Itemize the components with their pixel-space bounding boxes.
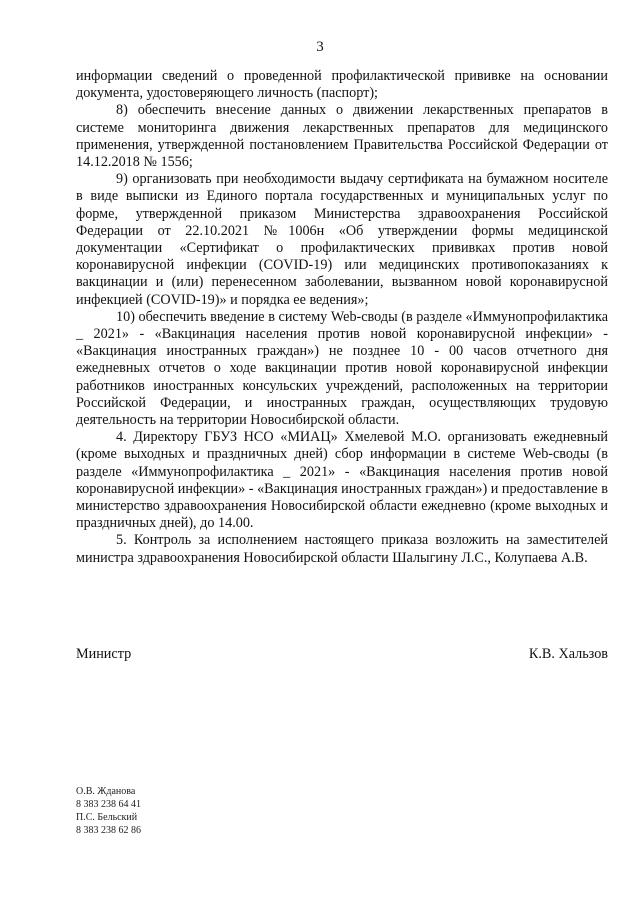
signatory-name: К.В. Хальзов: [528, 646, 608, 662]
paragraph-item-10: 10) обеспечить введение в систему Web-своды (в разделе «Иммунопрофилактика _ 2021» - «Вакцинация населения против новой коронавирусной инфекции» - «Вакцинация иностранных граждан») не позднее 10 - 00 часов отчетного дня ежедневных отчетов о ходе вакцинации против новой коронавирусной инфекции работников иностранных консульских учреждений, расположенных на территории Российской Федерации, и иностранных граждан, осуществляющих трудовую деятельность на территории Новосибирской области.: [76, 308, 608, 429]
paragraph-point-5: 5. Контроль за исполнением настоящего приказа возложить на заместителей министра здравоохранения Новосибирской области Шалыгину Л.С., Колупаева А.В.: [76, 532, 608, 566]
page-number: 3: [316, 39, 324, 55]
signatory-role: Министр: [76, 646, 132, 662]
paragraph-item-9: 9) организовать при необходимости выдачу сертификата на бумажном носителе в виде выписки из Единого портала государственных и муниципальных услуг по форме, утвержденной приказом Министерства здравоохранения Российской Федерации от 22.10.2021 №1006н «Об утверждении формы медицинской документации «Сертификат о профилактических прививках против новой коронавирусной инфекции (COVID-19) или медицинских противопоказаниях к вакцинации и (или) перенесенном заболевании, вызванном новой коронавирусной инфекцией (COVID-19)» и порядка ее ведения»;: [76, 171, 608, 308]
contact-name-1: О.В. Жданова: [76, 786, 136, 797]
paragraph-item-8: 8) обеспечить внесение данных о движении лекарственных препаратов в системе мониторинга движения лекарственных препаратов для медицинского применения, утвержденной постановлением Правительства Российской Федерации от 14.12.2018 № 1556;: [76, 102, 608, 171]
contact-name-2: П.С. Бельский: [76, 812, 138, 823]
paragraph-point-4: 4. Директору ГБУЗ НСО «МИАЦ» Хмелевой М.О. организовать ежедневный (кроме выходных и праздничных дней) сбор информации в системе Web-своды (в разделе «Иммунопрофилактика _ 2021» - «Вакцинация населения против новой коронавирусной инфекции» - «Вакцинация иностранных граждан») и предоставление в министерство здравоохранения Новосибирской области ежедневно (кроме выходных и праздничных дней), до 14.00.: [76, 429, 608, 532]
document-body: [76, 68, 608, 567]
paragraph-continuation: информации сведений о проведенной профилактической прививке на основании документа, удостоверяющего личность (паспорт);: [76, 68, 608, 102]
contact-phone-2: 8 383 238 62 86: [76, 825, 141, 836]
contacts-block: [76, 785, 141, 837]
contact-phone-1: 8 383 238 64 41: [76, 799, 141, 810]
